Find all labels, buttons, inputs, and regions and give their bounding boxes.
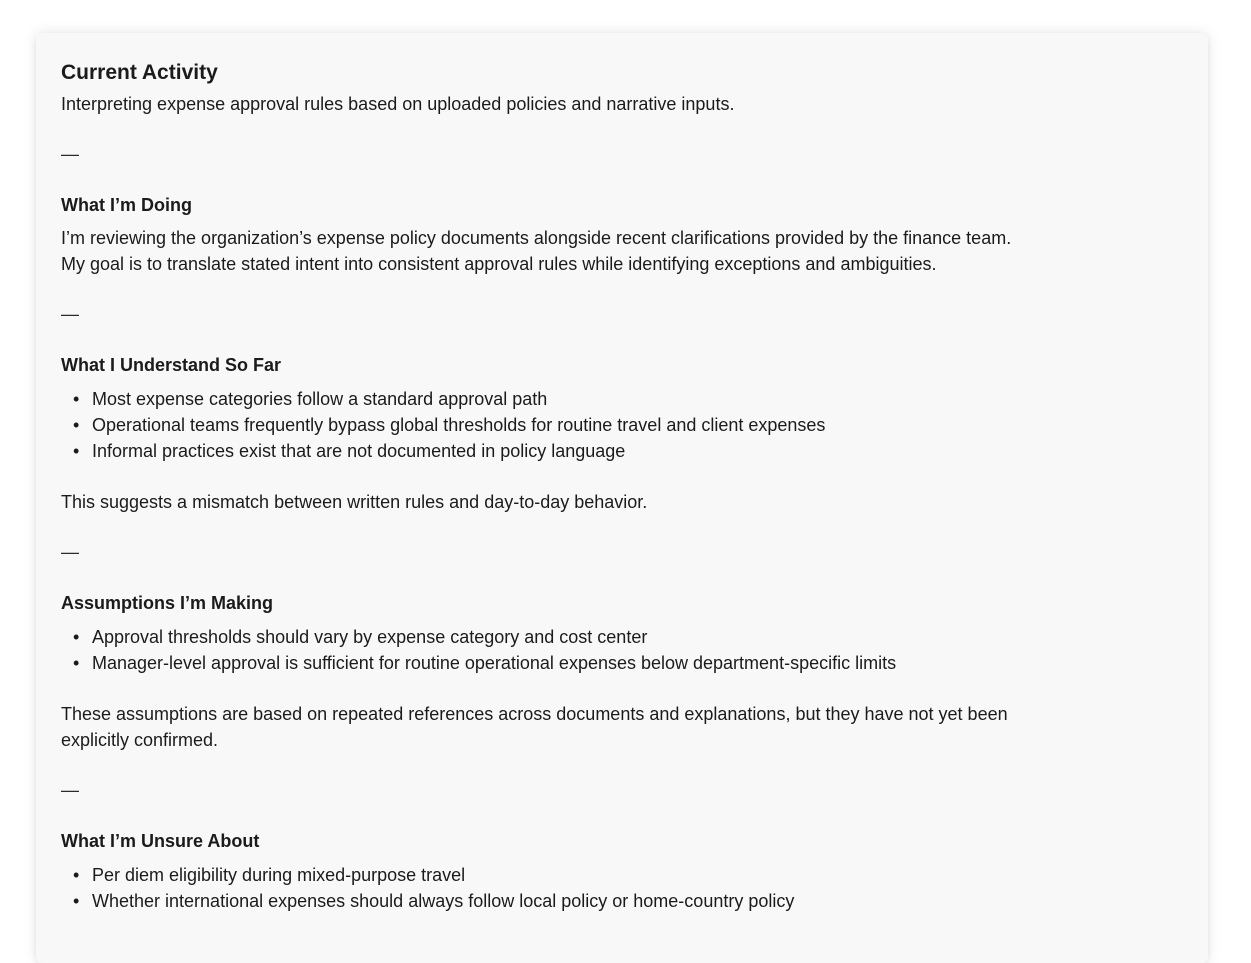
understand-heading: What I Understand So Far — [61, 355, 282, 375]
list-item-text: Per diem eligibility during mixed-purpose travel — [92, 865, 466, 885]
section-divider: — — [61, 304, 79, 324]
current-activity-title: Current Activity — [61, 61, 218, 84]
assumptions-summary-line-2: explicitly confirmed. — [61, 730, 219, 750]
understand-summary: This suggests a mismatch between written rules and day-to-day behavior. — [61, 492, 648, 512]
list-item-text: Manager-level approval is sufficient for routine operational expenses below department-specific limits — [92, 653, 897, 673]
section-divider: — — [61, 542, 79, 562]
section-divider: — — [61, 780, 79, 800]
bullet-icon: • — [73, 627, 80, 647]
bullet-icon: • — [73, 865, 80, 885]
bullet-icon: • — [73, 389, 80, 409]
unsure-heading: What I’m Unsure About — [61, 831, 260, 851]
list-item — [61, 650, 1186, 676]
bullet-icon: • — [73, 441, 80, 461]
activity-content — [61, 57, 1186, 914]
list-item-text: Operational teams frequently bypass global thresholds for routine travel and client expenses — [92, 415, 826, 435]
bullet-icon: • — [73, 415, 80, 435]
list-item — [61, 386, 1186, 412]
list-item — [61, 862, 1186, 888]
current-activity-text: Interpreting expense approval rules based on uploaded policies and narrative inputs. — [61, 94, 735, 114]
list-item-text: Most expense categories follow a standard approval path — [92, 389, 548, 409]
assumptions-list — [61, 624, 1186, 676]
unsure-list — [61, 862, 1186, 914]
bullet-icon: • — [73, 891, 80, 911]
list-item-text: Approval thresholds should vary by expense category and cost center — [92, 627, 648, 647]
doing-line-2: My goal is to translate stated intent into consistent approval rules while identifying exceptions and ambiguities. — [61, 254, 937, 274]
list-item — [61, 438, 1186, 464]
doing-line-1: I’m reviewing the organization’s expense policy documents alongside recent clarifications provided by the finance team. — [61, 228, 1012, 248]
bullet-icon: • — [73, 653, 80, 673]
section-divider: — — [61, 144, 79, 164]
list-item — [61, 888, 1186, 914]
assumptions-summary-line-1: These assumptions are based on repeated references across documents and explanations, but they have not yet been — [61, 704, 1008, 724]
assumptions-heading: Assumptions I’m Making — [61, 593, 274, 613]
list-item — [61, 412, 1186, 438]
activity-panel — [36, 33, 1208, 963]
list-item-text: Informal practices exist that are not documented in policy language — [92, 441, 626, 461]
list-item — [61, 624, 1186, 650]
list-item-text: Whether international expenses should always follow local policy or home-country policy — [92, 891, 795, 911]
doing-heading: What I’m Doing — [61, 195, 192, 215]
understand-list — [61, 386, 1186, 464]
